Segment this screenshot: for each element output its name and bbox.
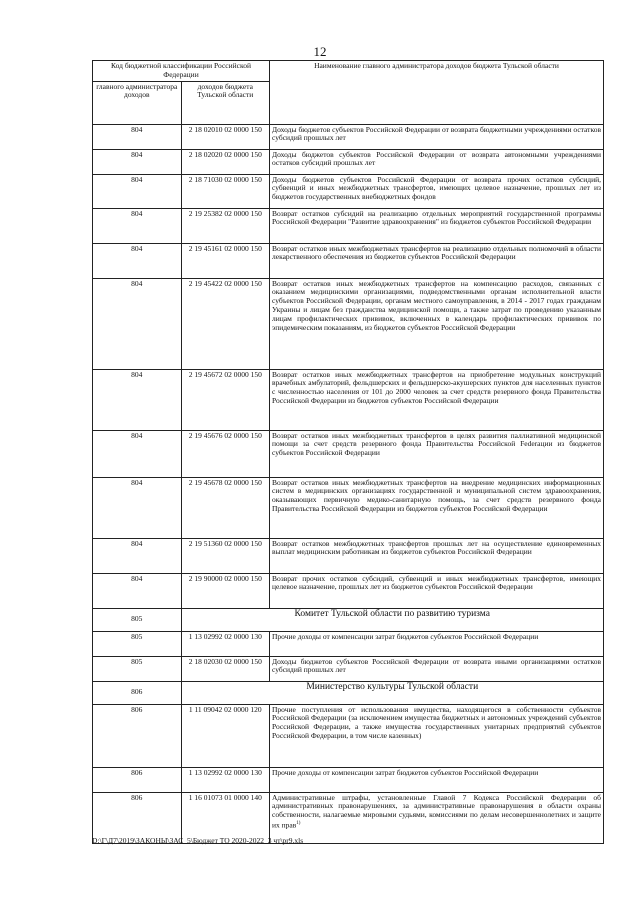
revenue-code: 1 11 09042 02 0000 120 (181, 704, 270, 767)
revenue-name (270, 243, 604, 278)
revenue-code: 1 16 01073 01 0000 140 (181, 792, 270, 843)
table-row (93, 243, 604, 278)
revenue-name-text: Доходы бюджетов субъектов Российской Федерации от возврата иными организациями остатков субсидий прошлых лет (272, 656, 601, 675)
revenue-name-text: Возврат остатков межбюджетных трансфертов прошлых лет на осуществление единовременных выплат медицинским работникам из бюджетов субъектов Российской Федерации (272, 538, 601, 557)
table-row (93, 278, 604, 369)
revenue-code: 2 19 45422 02 0000 150 (181, 278, 270, 369)
section-row (93, 681, 604, 704)
revenue-name-text: Доходы бюджетов субъектов Российской Федерации от возврата прочих остатков субсидий, субвенций и иных межбюджетных трансфертов, имеющих целевое назначение, прошлых лет из бюджетов государственных внебюджетных фондов (272, 174, 601, 202)
revenue-name (270, 430, 604, 477)
revenue-name-text: Доходы бюджетов субъектов Российской Федерации от возврата бюджетными учреждениями остатков субсидий прошлых лет (272, 124, 601, 143)
admin-code: 804 (93, 208, 182, 243)
table-row (93, 149, 604, 174)
revenue-code: 2 18 71030 02 0000 150 (181, 174, 270, 208)
admin-code: 804 (93, 124, 182, 149)
admin-code: 805 (93, 608, 182, 631)
admin-code: 804 (93, 573, 182, 608)
table-row (93, 573, 604, 608)
revenue-name-text: Административные штрафы, установленные Главой 7 Кодекса Российской Федерации об административных правонарушениях, за административные правонарушения в области охраны собственности, налагаемые мировыми судьями, комиссиями по делам несовершеннолетних и защите их прав (272, 792, 601, 830)
admin-code: 804 (93, 149, 182, 174)
page-number: 12 (313, 44, 327, 59)
revenue-name (270, 538, 604, 573)
revenue-name (270, 278, 604, 369)
header-revenue: доходов бюджета Тульской области (181, 81, 270, 124)
revenue-code: 2 19 45678 02 0000 150 (181, 477, 270, 538)
revenue-name (270, 631, 604, 656)
table-body (93, 124, 604, 843)
revenue-code: 1 13 02992 02 0000 130 (181, 631, 270, 656)
header-name: Наименование главного администратора доходов бюджета Тульской области (270, 61, 604, 125)
revenue-name (270, 573, 604, 608)
table-row (93, 208, 604, 243)
section-title: Министерство культуры Тульской области (181, 681, 604, 704)
revenue-name-text: Прочие поступления от использования имущества, находящегося в собственности субъектов Российской Федерации (за исключением имущества бюджетных и автономных учреждений субъектов Российской Федерации, а также имущества государственных унитарных предприятий субъектов Российской Федерации, в том числе казенных) (272, 704, 601, 740)
revenue-code: 2 19 90000 02 0000 150 (181, 573, 270, 608)
revenue-name-text: Возврат остатков иных межбюджетных трансфертов в целях развития паллиативной медицинской помощи за счет средств резервного фонда Правительства Российской Federации из бюджетов субъектов Российской Федерации (272, 430, 601, 458)
revenue-name (270, 208, 604, 243)
header-code-group: Код бюджетной классификации Российской Федерации (93, 61, 270, 82)
admin-code: 804 (93, 369, 182, 430)
admin-code: 805 (93, 631, 182, 656)
table-row (93, 704, 604, 767)
revenue-name (270, 149, 604, 174)
section-row (93, 608, 604, 631)
revenue-code: 2 18 02010 02 0000 150 (181, 124, 270, 149)
table-row (93, 631, 604, 656)
table-row (93, 174, 604, 208)
revenue-code: 2 18 02030 02 0000 150 (181, 656, 270, 681)
revenue-name-text: Возврат остатков иных межбюджетных трансфертов на приобретение модульных конструкций врачебных амбулаторий, фельдшерских и фельдшерско-акушерских пунктов для населенных пунктов с численностью населения от 101 до 2000 человек за счет средств резервного фонда Правительства Российской Федерации из бюджетов субъектов Российской Федерации (272, 369, 601, 405)
revenue-name (270, 369, 604, 430)
admin-code: 804 (93, 538, 182, 573)
revenue-name-text: Доходы бюджетов субъектов Российской Федерации от возврата автономными учреждениями остатков субсидий прошлых лет (272, 149, 601, 168)
revenue-name-text: Прочие доходы от компенсации затрат бюджетов субъектов Российской Федерации (272, 631, 539, 641)
section-title: Комитет Тульской области по развитию туризма (181, 608, 604, 631)
revenue-code: 2 19 45672 02 0000 150 (181, 369, 270, 430)
revenue-name (270, 477, 604, 538)
revenue-name (270, 704, 604, 767)
revenue-name (270, 174, 604, 208)
revenue-code: 2 18 02020 02 0000 150 (181, 149, 270, 174)
revenue-code: 2 19 45161 02 0000 150 (181, 243, 270, 278)
table-row (93, 124, 604, 149)
table-row (93, 767, 604, 792)
revenue-name (270, 767, 604, 792)
revenue-code: 2 19 51360 02 0000 150 (181, 538, 270, 573)
admin-code: 804 (93, 430, 182, 477)
header-admin: главного администратора доходов (93, 81, 182, 124)
revenue-code: 2 19 25382 02 0000 150 (181, 208, 270, 243)
admin-code: 804 (93, 243, 182, 278)
revenue-name-text: Возврат остатков иных межбюджетных трансфертов на внедрение медицинских информационных систем в медицинских организациях государственной и муниципальной систем здравоохранения, оказывающих первичную медико-санитарную помощь, за счет средств резервного фонда Правительства Российской Федерации из бюджетов субъектов Российской Федерации (272, 477, 601, 513)
revenue-name-text: Возврат остатков иных межбюджетных трансфертов на компенсацию расходов, связанных с оказанием медицинскими организациями, подведомственными органам исполнительной власти субъектов Российской Федерации, органам местного самоуправления, в 2014 - 2017 годах гражданам Украины и лицам без гражданства медицинской помощи, а также затрат по проведению указанным лицам профилактических прививок, включенных в календарь профилактических прививок по эпидемическим показаниям, из бюджетов субъектов Российской Федерации (272, 278, 601, 332)
revenue-name-text: Возврат остатков иных межбюджетных трансфертов на реализацию отдельных полномочий в области лекарственного обеспечения из бюджетов субъектов Российской Федерации (272, 243, 601, 262)
table-row (93, 369, 604, 430)
revenue-name-text: Прочие доходы от компенсации затрат бюджетов субъектов Российской Федерации (272, 767, 539, 777)
revenue-name (270, 124, 604, 149)
admin-code: 804 (93, 174, 182, 208)
admin-code: 804 (93, 278, 182, 369)
revenue-admin-table (92, 60, 604, 844)
admin-code: 805 (93, 656, 182, 681)
file-path-footer: D:\Г\Д7\2019\ЗАКОНЫ\ЗАС_5\Бюджет ТО 2020-2022_3 чт\pr9.xls (92, 836, 304, 845)
admin-code: 806 (93, 704, 182, 767)
footnote-marker: 1) (296, 820, 301, 826)
revenue-name (270, 656, 604, 681)
revenue-name (270, 792, 604, 843)
admin-code: 804 (93, 477, 182, 538)
table-row (93, 430, 604, 477)
table-header-row-1 (93, 61, 604, 82)
admin-code: 806 (93, 792, 182, 843)
revenue-name-text: Возврат прочих остатков субсидий, субвенций и иных межбюджетных трансфертов, имеющих целевое назначение, прошлых лет из бюджетов субъектов Российской Федерации (272, 573, 601, 592)
revenue-name-text: Возврат остатков субсидий на реализацию отдельных мероприятий государственной программы Российской Федерации "Развитие здравоохранения" из бюджетов субъектов Российской Федерации (272, 208, 601, 227)
revenue-code: 2 19 45676 02 0000 150 (181, 430, 270, 477)
admin-code: 806 (93, 767, 182, 792)
table-row (93, 538, 604, 573)
revenue-code: 1 13 02992 02 0000 130 (181, 767, 270, 792)
table-row (93, 656, 604, 681)
admin-code: 806 (93, 681, 182, 704)
table-row (93, 477, 604, 538)
